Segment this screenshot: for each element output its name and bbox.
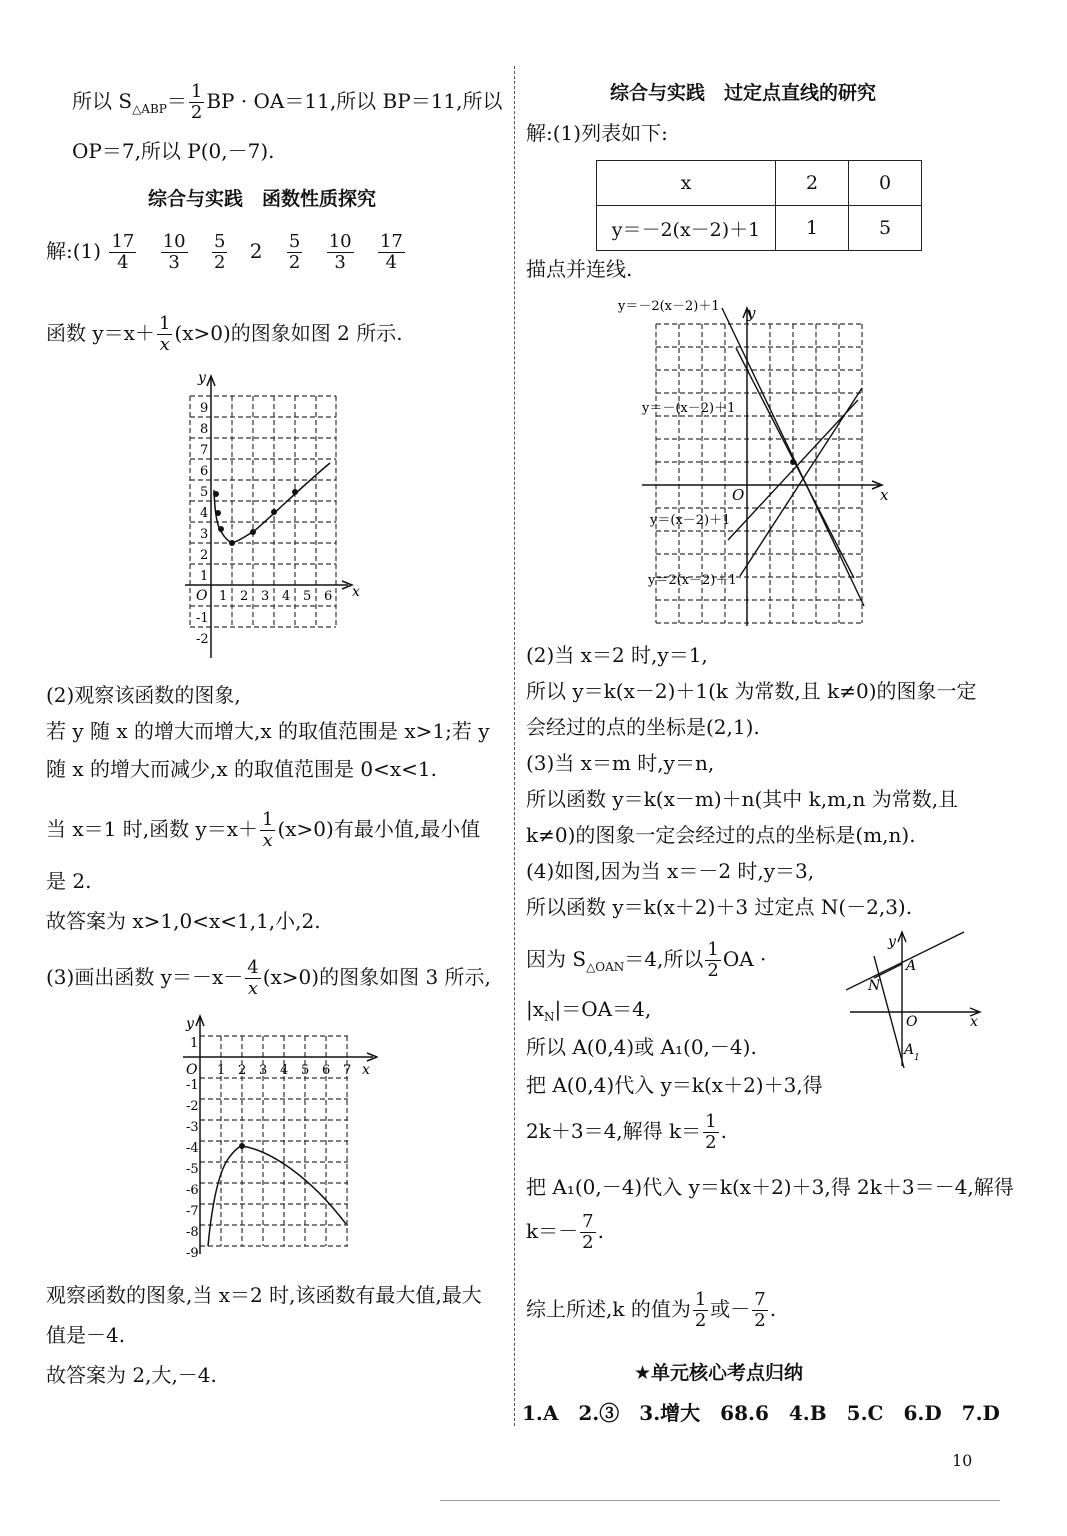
table-cell: 5 (849, 206, 922, 251)
svg-text:5: 5 (303, 589, 312, 604)
d9: k＝－ $\frac{7}{2}$ . (526, 1211, 604, 1253)
svg-text:2: 2 (240, 589, 249, 604)
svg-text:6: 6 (200, 464, 209, 479)
c1: (3)当 x＝m 时,y＝n, (526, 751, 715, 775)
svg-text:-4: -4 (186, 1141, 199, 1156)
section-title-summary: ★单元核心考点归纳 (634, 1362, 804, 1384)
svg-text:-9: -9 (186, 1246, 199, 1261)
svg-text:x: x (970, 1014, 978, 1030)
svg-text:1: 1 (190, 1036, 199, 1051)
small-figure (846, 928, 986, 1070)
svg-text:3: 3 (261, 589, 270, 604)
svg-text:y: y (888, 934, 896, 950)
svg-text:-8: -8 (186, 1225, 199, 1240)
b2: 所以 y＝k(x－2)＋1(k 为常数,且 k≠0)的图象一定 (526, 679, 977, 703)
svg-text:-1: -1 (186, 1078, 199, 1093)
svg-text:A: A (904, 1042, 915, 1058)
value-table (596, 160, 922, 251)
b1: (2)当 x＝2 时,y＝1, (526, 643, 708, 667)
q3-answer: 故答案为 2,大,－4. (46, 1363, 217, 1387)
svg-text:1: 1 (200, 569, 209, 584)
column-divider (514, 66, 515, 1426)
svg-text:1: 1 (914, 1053, 920, 1063)
d2: 所以函数 y＝k(x＋2)＋3 过定点 N(－2,3). (526, 895, 913, 919)
svg-text:9: 9 (200, 401, 209, 416)
svg-text:3: 3 (200, 527, 209, 542)
graph-label: y＝2(x－2)＋1 (648, 573, 737, 588)
svg-text:5: 5 (301, 1063, 310, 1078)
d8: 把 A₁(0,－4)代入 y＝k(x＋2)＋3,得 2k＋3＝－4,解得 (526, 1175, 1014, 1199)
table-cell: 2 (776, 161, 849, 206)
graph-label: y＝－(x－2)＋1 (642, 401, 736, 416)
q2-line5: 是 2. (46, 869, 92, 893)
svg-text:2: 2 (200, 548, 209, 563)
svg-text:7: 7 (200, 443, 209, 458)
lines-graph (618, 288, 898, 628)
answers-line: 1.A 2.③ 3.增大 68.6 4.B 5.C 6.D 7.D (522, 1401, 1000, 1425)
footer-rule (440, 1500, 1000, 1501)
q2-answer: 故答案为 x>1,0<x<1,1,小,2. (46, 909, 321, 933)
svg-text:4: 4 (280, 1063, 289, 1078)
section-title-lines: 综合与实践 过定点直线的研究 (610, 82, 877, 104)
svg-text:x: x (880, 486, 889, 504)
q2-line4: 当 x＝1 时,函数 y＝x＋ $\frac{1}{x}$ (x>0)有最小值,最小值 (46, 809, 481, 851)
a2-text: 描点并连线. (526, 257, 633, 281)
svg-text:4: 4 (200, 506, 209, 521)
svg-text:-2: -2 (186, 1099, 199, 1114)
svg-text:-1: -1 (196, 611, 209, 626)
svg-text:6: 6 (322, 1063, 331, 1078)
q2-line3: 随 x 的增大而减少,x 的取值范围是 0<x<1. (46, 757, 437, 781)
d4: $|x_N|=OA=4$, (526, 997, 652, 1024)
d7: 2k＋3＝4,解得 k＝ $\frac{1}{2}$ . (526, 1111, 727, 1153)
svg-text:3: 3 (259, 1063, 268, 1078)
q2-line2: 若 y 随 x 的增大而增大,x 的取值范围是 x>1;若 y (46, 719, 490, 743)
q2-line1: (2)观察该函数的图象, (46, 683, 241, 707)
svg-text:y: y (186, 1016, 194, 1032)
q1-values: 解:(1) $\frac{17}{4}$ $\frac{10}{3}$ $\frac{5}{2}$ 2 $\frac{5}{2}$ $\frac{10}{3}$ $\frac{17}{4}$ (46, 231, 403, 273)
table-cell: 0 (849, 161, 922, 206)
svg-text:2: 2 (238, 1063, 247, 1078)
q3-line2: 观察函数的图象,当 x＝2 时,该函数有最大值,最大 (46, 1283, 482, 1307)
d5: 所以 A(0,4)或 A₁(0,－4). (526, 1035, 757, 1059)
line-op: OP＝7,所以 P(0,－7). (72, 139, 275, 163)
svg-text:5: 5 (200, 485, 209, 500)
svg-text:-7: -7 (186, 1204, 199, 1219)
svg-text:O: O (196, 588, 208, 604)
c2: 所以函数 y＝k(x－m)＋n(其中 k,m,n 为常数,且 (526, 787, 959, 811)
section-title-function: 综合与实践 函数性质探究 (148, 188, 377, 210)
table-cell: x (597, 161, 776, 206)
c3: k≠0)的图象一定会经过的点的坐标是(m,n). (526, 823, 916, 847)
svg-text:y: y (198, 370, 206, 386)
d1: (4)如图,因为当 x＝－2 时,y＝3, (526, 859, 815, 883)
svg-text:x: x (352, 584, 360, 600)
svg-text:-3: -3 (186, 1120, 199, 1135)
svg-text:-5: -5 (186, 1162, 199, 1177)
svg-text:y: y (747, 304, 756, 322)
table-cell: 1 (776, 206, 849, 251)
q3-line1: (3)画出函数 y＝－x－ $\frac{4}{x}$ (x>0)的图象如图 3 所示, (46, 957, 491, 999)
svg-text:x: x (362, 1062, 370, 1078)
svg-text:O: O (186, 1062, 198, 1078)
d6: 把 A(0,4)代入 y＝k(x＋2)＋3,得 (526, 1073, 823, 1097)
svg-text:7: 7 (343, 1063, 352, 1078)
svg-text:-2: -2 (196, 632, 209, 647)
d10: 综上所述,k 的值为 $\frac{1}{2}$ 或－ $\frac{7}{2}$ . (526, 1289, 777, 1331)
figure-2-graph (180, 368, 370, 658)
svg-text:8: 8 (200, 422, 209, 437)
figure-3-graph (168, 1014, 378, 1264)
svg-text:4: 4 (282, 589, 291, 604)
svg-text:1: 1 (219, 589, 228, 604)
page-number: 10 (952, 1451, 973, 1470)
line-sabp: 所以 $S_{\triangle ABP}=$ $\frac{1}{2}$ BP · OA＝11,所以 BP＝11,所以 (72, 81, 503, 123)
svg-text:1: 1 (217, 1063, 226, 1078)
a1-text: 解:(1)列表如下: (526, 121, 668, 145)
svg-text:-6: -6 (186, 1183, 199, 1198)
svg-text:6: 6 (324, 589, 333, 604)
b3: 会经过的点的坐标是(2,1). (526, 715, 760, 739)
table-cell: y＝－2(x－2)＋1 (597, 206, 776, 251)
q3-line3: 值是－4. (46, 1323, 126, 1347)
svg-text:A: A (906, 958, 917, 974)
svg-text:O: O (906, 1014, 918, 1030)
svg-text:N: N (868, 978, 881, 994)
svg-text:O: O (732, 486, 745, 504)
graph-label: y＝－2(x－2)＋1 (618, 299, 720, 314)
graph-label: y＝(x－2)＋1 (650, 513, 731, 528)
d3: 因为 $S_{\triangle OAN}=4$,所以 $\frac{1}{2}$ OA · (526, 939, 767, 981)
fn-line: 函数 y＝x＋ $\frac{1}{x}$ (x>0)的图象如图 2 所示. (46, 313, 403, 355)
